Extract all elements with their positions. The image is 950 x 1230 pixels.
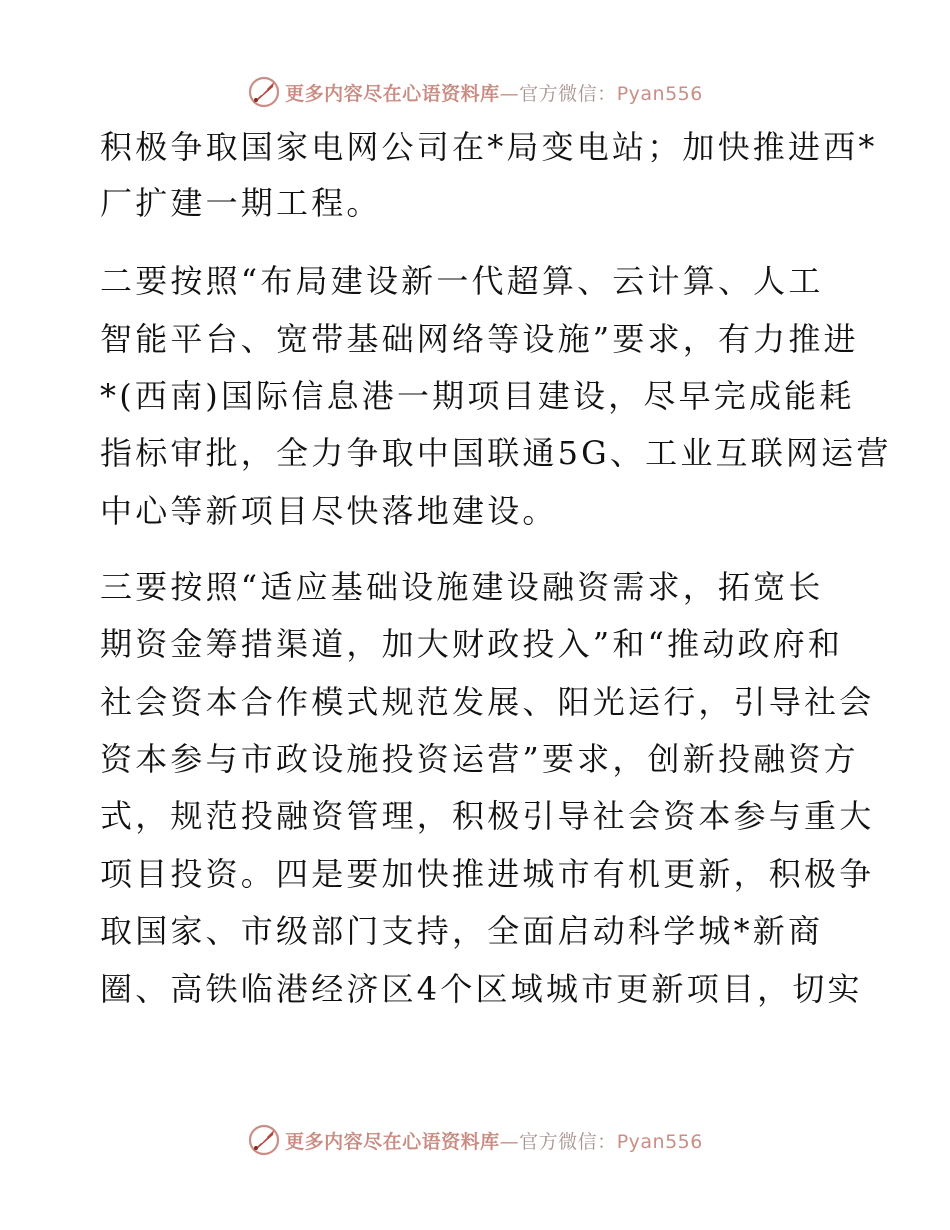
watermark-main-text: 更多内容尽在心语资料库 [285, 1130, 500, 1153]
watermark-wechat-id: Pyan556 [616, 1130, 703, 1153]
watermark-wechat-id: Pyan556 [616, 82, 703, 105]
body-line: 项目投资。四是要加快推进城市有机更新，积极争 [100, 855, 875, 893]
watermark-wechat-label: 官方微信： [519, 82, 617, 105]
header-watermark [0, 72, 950, 112]
body-line: *(西南)国际信息港一期项目建设，尽早完成能耗 [100, 377, 855, 415]
quill-circle-logo-icon [247, 1123, 281, 1157]
body-line: 积极争取国家电网公司在*局变电站；加快推进西* [100, 128, 878, 166]
watermark-main-text: 更多内容尽在心语资料库 [285, 82, 500, 105]
body-line: 圈、高铁临港经济区4个区域城市更新项目，切实 [100, 970, 863, 1008]
body-line: 资本参与市政设施投资运营”要求，创新投融资方 [100, 740, 859, 778]
body-line: 取国家、市级部门支持，全面启动科学城*新商 [100, 912, 824, 950]
body-line: 社会资本合作模式规范发展、阳光运行，引导社会 [100, 683, 875, 721]
body-line: 期资金筹措渠道，加大财政投入”和“推动政府和 [100, 625, 844, 663]
body-line: 式，规范投融资管理，积极引导社会资本参与重大 [100, 797, 875, 835]
quill-circle-logo-icon [247, 75, 281, 109]
body-line: 指标审批，全力争取中国联通5G、工业互联网运营 [100, 434, 892, 472]
body-line: 智能平台、宽带基础网络等设施”要求，有力推进 [100, 320, 859, 358]
watermark-wechat-label: 官方微信： [519, 1130, 617, 1153]
body-line: 二要按照“布局建设新一代超算、云计算、人工 [100, 262, 824, 300]
body-line: 中心等新项目尽快落地建设。 [100, 492, 558, 530]
watermark-dash: — [499, 1130, 520, 1153]
body-line: 三要按照“适应基础设施建设融资需求，拓宽长 [100, 568, 824, 606]
body-line: 厂扩建一期工程。 [100, 184, 382, 222]
watermark-dash: — [499, 82, 520, 105]
footer-watermark [0, 1120, 950, 1160]
